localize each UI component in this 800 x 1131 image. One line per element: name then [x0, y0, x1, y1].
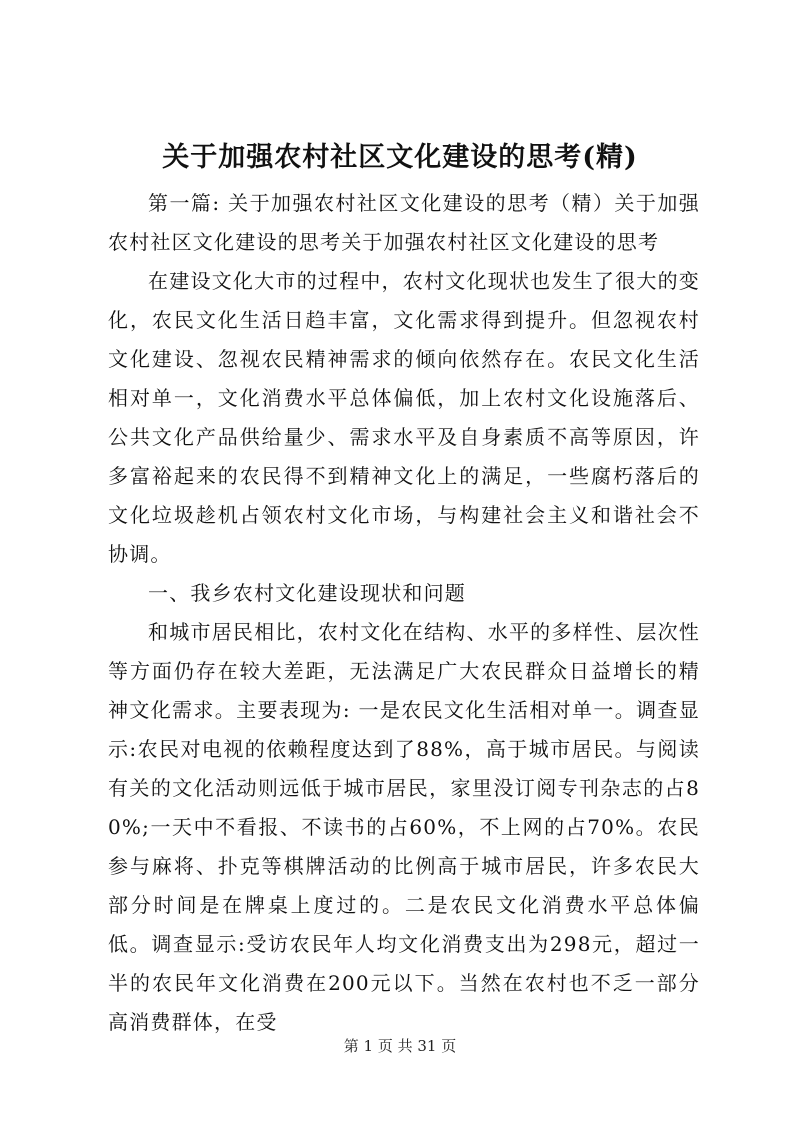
page-footer: 第 1 页 共 31 页	[343, 1037, 457, 1055]
paragraph: 和城市居民相比，农村文化在结构、水平的多样性、层次性等方面仍存在较大差距，无法满足广大农民群众日益增长的精神文化需求。主要表现为: 一是农民文化生活相对单一。调查显示:农民对电视的依赖程度达到了88%，高于城市居民。与阅读有关的文化活动则远低于城市居民，家里没订阅专刊杂志的占80%;一天中不看报、不读书的占60%，不上网的占70%。农民参与麻将、扑克等棋牌活动的比例高于城市居民，许多农民大部分时间是在牌桌上度过的。二是农民文化消费水平总体偏低。调查显示:受访农民年人均文化消费支出为298元，超过一半的农民年文化消费在200元以下。当然在农村也不乏一部分高消费群体，在受	[108, 620, 700, 1034]
paragraph: 在建设文化大市的过程中，农村文化现状也发生了很大的变化，农民文化生活日趋丰富，文化需求得到提升。但忽视农村文化建设、忽视农民精神需求的倾向依然存在。农民文化生活相对单一，文化消费水平总体偏低，加上农村文化设施落后、公共文化产品供给量少、需求水平及自身素质不高等原因，许多富裕起来的农民得不到精神文化上的满足，一些腐朽落后的文化垃圾趁机占领农村文化市场，与构建社会主义和谐社会不协调。	[108, 269, 700, 566]
paragraph: 第一篇: 关于加强农村社区文化建设的思考（精）关于加强农村社区文化建设的思考关于加强农村社区文化建设的思考	[108, 191, 700, 254]
section-heading: 一、我乡农村文化建设现状和问题	[148, 581, 466, 605]
document-title: 关于加强农村社区文化建设的思考(精)	[162, 142, 638, 173]
document-body	[108, 184, 700, 1042]
